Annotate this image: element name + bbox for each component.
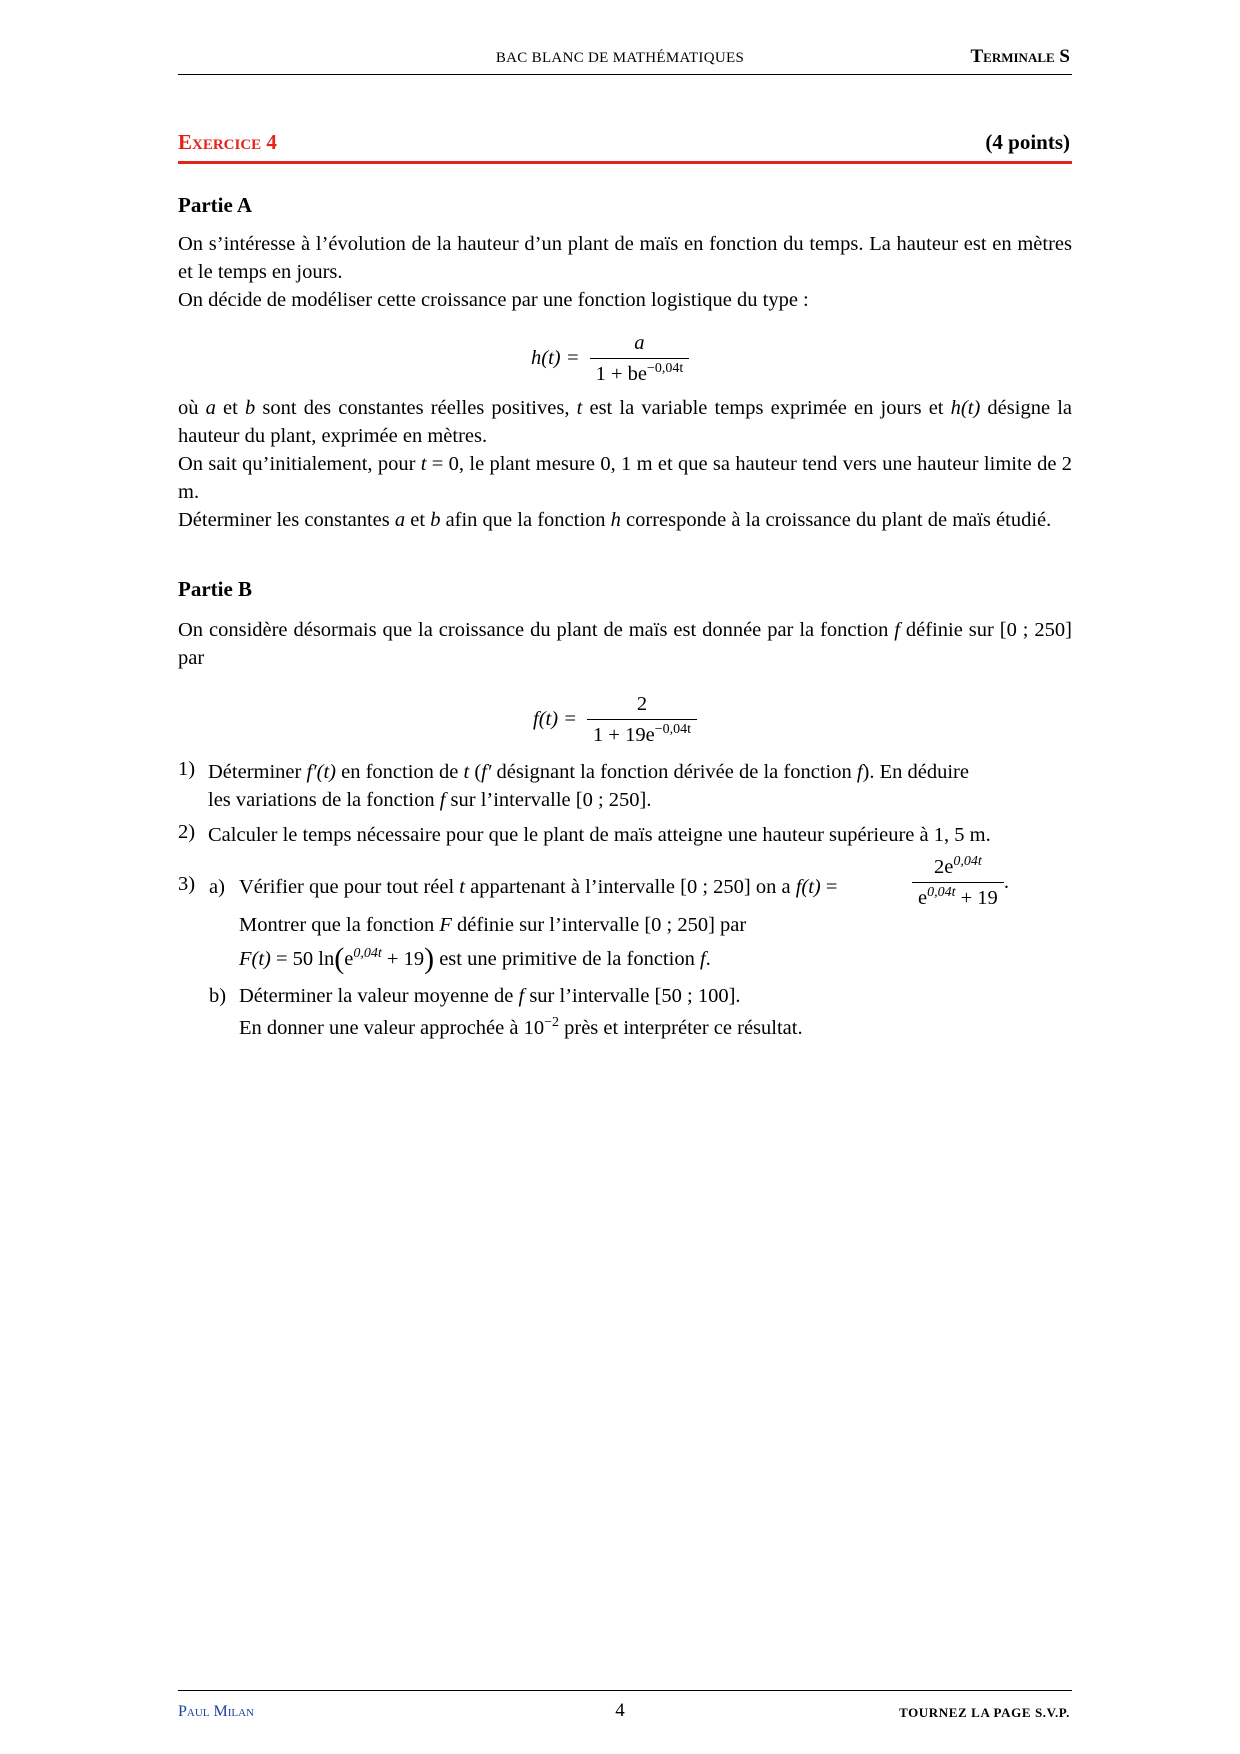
exercise-rule xyxy=(178,161,1072,164)
formula-h-num: a xyxy=(634,332,645,354)
part-a-title: Partie A xyxy=(178,193,253,217)
part-a-p5: Déterminer les constantes a et b afin que la fonction h corresponde à la croissance du plant de maïs étudié. xyxy=(178,509,1052,531)
question-3b-label: b) xyxy=(209,985,227,1007)
formula-h xyxy=(531,330,689,387)
question-3-label: 3) xyxy=(178,873,196,895)
formula-3a-fraction: $\frac{2e^{0,04t}}{e^{0,04t} + 19}$ xyxy=(912,854,1004,911)
formula-f-den: $1 + 19e^{-0,04t}$ xyxy=(593,722,691,746)
exercise-title: Exercice 4 xyxy=(178,130,277,154)
question-3a-line3: F(t) = 50 $\ln(e^{0,04t} + 19)$ est une primitive de la fonction f. xyxy=(239,942,711,975)
header-rule xyxy=(178,74,1072,75)
part-a-p3: où a et b sont des constantes réelles positives, t est la variable temps exprimée en jours et h(t) désigne la hauteur du plant, exprimée en mètres. xyxy=(178,397,1073,447)
header-class: Terminale S xyxy=(970,46,1070,67)
formula-f xyxy=(533,691,697,748)
formula-h-fraction xyxy=(590,330,690,387)
question-3b: Déterminer la valeur moyenne de f sur l’intervalle [50 ; 100]. En donner une valeur approchée à $10^{-2}$ près et interpréter ce résultat. xyxy=(239,985,803,1039)
formula-f-fraction xyxy=(587,691,697,748)
formula-h-den: $1 + be^{-0,04t}$ xyxy=(595,361,684,385)
formula-3a: $\frac{2e^{0,04t}}{e^{0,04t} + 19}$ . xyxy=(912,854,1009,911)
question-3a-label: a) xyxy=(209,876,225,898)
formula-f-lhs: f(t) = xyxy=(533,708,578,730)
question-1-label: 1) xyxy=(178,758,196,780)
part-a-body xyxy=(178,394,1072,534)
question-1: Déterminer f′(t) en fonction de t (f′ désignant la fonction dérivée de la fonction f). En déduire les variations de la fonction f sur l’intervalle [0 ; 250]. xyxy=(208,761,969,811)
footer-page-number: 4 xyxy=(615,1700,625,1721)
question-3a: Vérifier que pour tout réel t appartenant à l’intervalle [0 ; 250] on a f(t) = xyxy=(239,876,838,898)
exercise-points: (4 points) xyxy=(985,130,1070,154)
header-title: BAC BLANC DE MATHÉMATIQUES xyxy=(495,50,745,66)
part-b-intro: On considère désormais que la croissance du plant de maïs est donnée par la fonction f définie sur [0 ; 250] par xyxy=(178,619,1072,669)
part-a-p2: On décide de modéliser cette croissance par une fonction logistique du type : xyxy=(178,289,809,311)
part-a-p1: On s’intéresse à l’évolution de la hauteur d’un plant de maïs en fonction du temps. La hauteur est en mètres et le temps en jours. xyxy=(178,233,1072,283)
part-b-title: Partie B xyxy=(178,577,253,601)
part-a-intro xyxy=(178,230,1072,314)
question-2-label: 2) xyxy=(178,821,196,843)
formula-f-num: 2 xyxy=(636,693,648,715)
footer-author: Paul Milan xyxy=(178,1703,255,1720)
footer-rule xyxy=(178,1690,1072,1691)
footer-turn-page: TOURNEZ LA PAGE S.V.P. xyxy=(899,1705,1070,1720)
question-3a-line2: Montrer que la fonction F définie sur l’intervalle [0 ; 250] par xyxy=(239,914,747,936)
formula-h-lhs: h(t) = xyxy=(531,347,580,369)
question-2: Calculer le temps nécessaire pour que le plant de maïs atteigne une hauteur supérieure à 1, 5 m. xyxy=(208,824,991,846)
part-a-p4: On sait qu’initialement, pour t = 0, le plant mesure 0, 1 m et que sa hauteur tend vers une hauteur limite de 2 m. xyxy=(178,453,1072,503)
